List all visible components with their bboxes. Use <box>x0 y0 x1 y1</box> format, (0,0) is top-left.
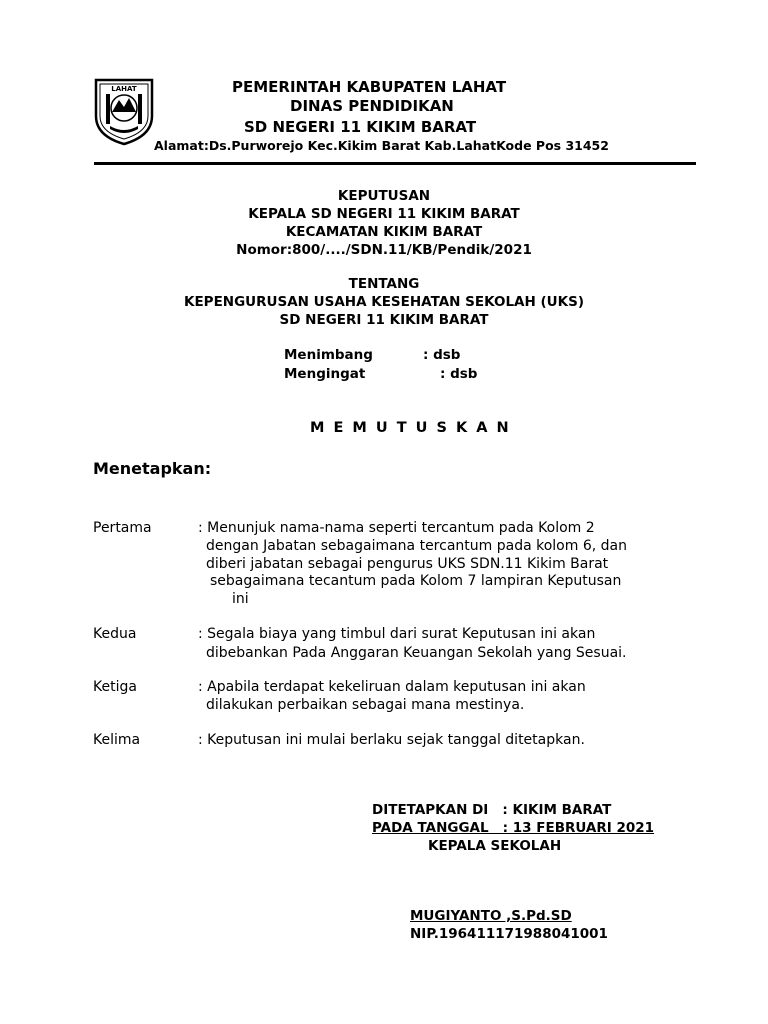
title-nomor: Nomor:800/..../SDN.11/KB/Pendik/2021 <box>236 242 532 258</box>
tentang-subject: KEPENGURUSAN USAHA KESEHATAN SEKOLAH (UKS) <box>184 294 584 310</box>
pertama-line-4: sebagaimana tecantum pada Kolom 7 lampiran Keputusan <box>210 573 622 589</box>
kedua-label: Kedua <box>93 626 137 642</box>
ditetapkan-di: DITETAPKAN DI : KIKIM BARAT <box>372 802 612 818</box>
title-kecamatan: KECAMATAN KIKIM BARAT <box>285 224 483 240</box>
mengingat-label: Mengingat <box>284 366 366 382</box>
menetapkan-heading: Menetapkan: <box>93 459 212 478</box>
tentang-school: SD NEGERI 11 KIKIM BARAT <box>279 312 489 328</box>
pada-tanggal: PADA TANGGAL : 13 FEBRUARI 2021 <box>372 820 655 836</box>
tentang-label: TENTANG <box>348 276 420 292</box>
ketiga-line-2: dilakukan perbaikan sebagai mana mestinya. <box>206 697 525 713</box>
pertama-line-5: ini <box>232 591 249 607</box>
kelima-line-1: : Keputusan ini mulai berlaku sejak tanggal ditetapkan. <box>198 732 585 748</box>
ketiga-label: Ketiga <box>93 679 137 695</box>
ketiga-line-1: : Apabila terdapat kekeliruan dalam keputusan ini akan <box>198 679 586 695</box>
menimbang-label: Menimbang <box>284 347 373 363</box>
pertama-label: Pertama <box>93 520 152 536</box>
menimbang-value: : dsb <box>423 347 461 363</box>
title-keputusan: KEPUTUSAN <box>337 188 431 204</box>
pertama-line-3: diberi jabatan sebagai pengurus UKS SDN.11 Kikim Barat <box>206 556 609 572</box>
lahat-regency-logo <box>92 76 156 146</box>
title-kepala: KEPALA SD NEGERI 11 KIKIM BARAT <box>248 206 520 222</box>
kedua-line-1: : Segala biaya yang timbul dari surat Keputusan ini akan <box>198 626 596 642</box>
pertama-line-2: dengan Jabatan sebagaimana tercantum pada kolom 6, dan <box>206 538 627 554</box>
kepala-sekolah: KEPALA SEKOLAH <box>428 838 562 854</box>
memutuskan-heading: M E M U T U S K A N <box>310 420 511 436</box>
pertama-line-1: : Menunjuk nama-nama seperti tercantum pada Kolom 2 <box>198 520 595 536</box>
header-government: PEMERINTAH KABUPATEN LAHAT <box>232 78 507 96</box>
mengingat-value: : dsb <box>440 366 478 382</box>
logo-text: LAHAT <box>111 85 137 93</box>
header-school: SD NEGERI 11 KIKIM BARAT <box>244 118 477 136</box>
kedua-line-2: dibebankan Pada Anggaran Keuangan Sekolah yang Sesuai. <box>206 645 627 661</box>
principal-name: MUGIYANTO ,S.Pd.SD <box>410 908 572 924</box>
header-divider <box>94 162 696 165</box>
header-address: Alamat:Ds.Purworejo Kec.Kikim Barat Kab.LahatKode Pos 31452 <box>154 138 609 153</box>
principal-nip: NIP.196411171988041001 <box>410 926 608 942</box>
header-department: DINAS PENDIDIKAN <box>290 97 454 115</box>
kelima-label: Kelima <box>93 732 141 748</box>
